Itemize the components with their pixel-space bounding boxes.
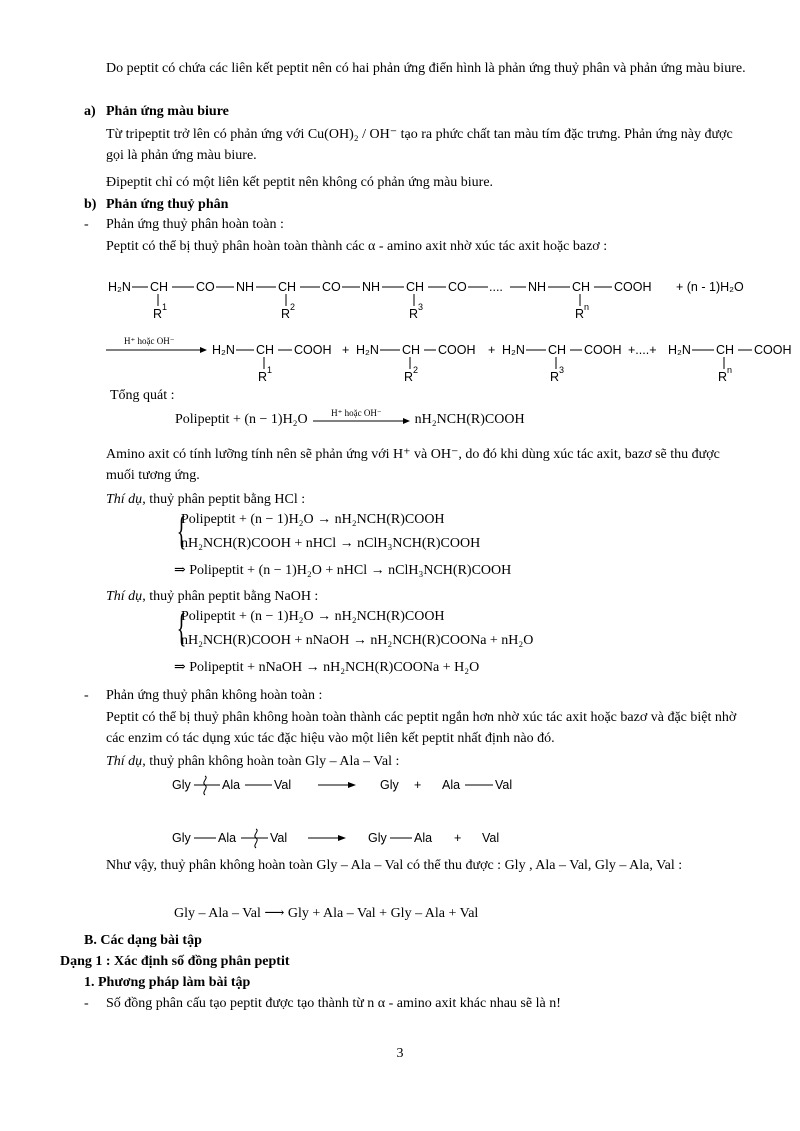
r-subscript: 2 [290, 302, 296, 312]
arrow-head-icon [348, 782, 356, 788]
co-text: CO [448, 280, 467, 294]
amphoteric-paragraph: Amino axit có tính lưỡng tính nên sẽ phản ứng với H⁺ và OH⁻, do đó khi dùng xúc tác axit, bazơ sẽ thu được muối tương ứng. [106, 447, 720, 483]
full-hydrolysis-desc: Peptit có thể bị thuỷ phân hoàn toàn thành các α - amino axit nhờ xúc tác axit hoặc bazơ : [106, 239, 608, 254]
polypeptide-structure [0, 270, 800, 330]
hcl-equation-1: Polipeptit + (n − 1)H₂O → nH₂NCH(R)COOH [181, 512, 445, 527]
example-text: , thuỷ phân peptit bằng NaOH : [142, 589, 319, 604]
nh-text: NH [236, 280, 255, 294]
example-label: Thí dụ [106, 492, 143, 507]
r-subscript: 1 [267, 365, 273, 375]
catalyst-label: H⁺ hoặc OH⁻ [124, 336, 175, 346]
val-text: Val [270, 831, 288, 845]
ch-text: CH [256, 343, 275, 357]
brace-icon: { [176, 508, 187, 553]
plus-dots-text: +....+ [628, 343, 657, 357]
ch-text: CH [572, 280, 591, 294]
r-group: R [409, 307, 419, 321]
val-text: Val [495, 778, 513, 792]
naoh-equation-1: Polipeptit + (n − 1)H₂O → nH₂NCH(R)COOH [181, 609, 445, 624]
intro-paragraph: Do peptit có chứa các liên kết peptit nên có hai phản ứng điển hình là phản ứng thuỷ phân và phản ứng màu biure. [106, 61, 746, 76]
cleavage-scheme-1 [0, 770, 800, 800]
page-number: 3 [396, 1046, 404, 1061]
r-subscript: 3 [559, 365, 565, 375]
ch-text: CH [150, 280, 169, 294]
ala-text: Ala [218, 831, 237, 845]
h2n-text: H₂N [212, 343, 235, 357]
r-group: R [258, 370, 268, 384]
general-equation [175, 408, 525, 432]
h2n-text: H₂N [356, 343, 379, 357]
method-item: Số đồng phân cấu tạo peptit được tạo thành từ n α - amino axit khác nhau sẽ là n! [106, 996, 561, 1011]
arrow-catalyst: H⁺ hoặc OH⁻ [331, 407, 382, 418]
section-B-heading: B. Các dạng bài tập [84, 933, 202, 948]
example-hcl [106, 489, 305, 510]
example-label: Thí dụ [106, 754, 143, 769]
example-partial [106, 751, 399, 772]
val-text: Val [274, 778, 292, 792]
val-text: Val [482, 831, 500, 845]
biuret-reagent: Cu(OH)₂ / OH⁻ [307, 127, 398, 142]
r-subscript: 2 [413, 365, 419, 375]
cleavage-scheme-2 [0, 823, 800, 853]
r-subscript: n [727, 365, 733, 375]
method-heading: 1. Phương pháp làm bài tập [84, 975, 251, 990]
ala-text: Ala [414, 831, 433, 845]
r-group: R [404, 370, 414, 384]
gly-text: Gly [368, 831, 387, 845]
water-text: + (n - 1)H₂O [676, 280, 744, 294]
ch-text: CH [716, 343, 735, 357]
co-text: CO [322, 280, 341, 294]
general-eq-right: nH₂NCH(R)COOH [414, 412, 525, 427]
nh-text: NH [362, 280, 381, 294]
reaction-arrow [311, 407, 411, 427]
biuret-text-pre: Từ tripeptit trở lên có phản ứng với [106, 127, 305, 142]
hydrolysis-products [0, 330, 800, 390]
cooh-text: COOH [754, 343, 792, 357]
brace-icon: { [176, 605, 187, 650]
ch-text: CH [402, 343, 421, 357]
naoh-equation-2: nH₂NCH(R)COOH + nNaOH → nH₂NCH(R)COONa + nH₂O [181, 633, 534, 648]
bullet-dash: - [84, 688, 89, 703]
section-b-title: Phản ứng thuỷ phân [106, 197, 229, 212]
partial-hydrolysis-desc: Peptit có thể bị thuỷ phân không hoàn toàn thành các peptit ngắn hơn nhờ xúc tác axit hoặc bazơ và đặc biệt nhờ các enzim có tác dụng xúc tác đặc hiệu vào một liên kết peptit nhất định nào đó. [106, 710, 737, 746]
naoh-summary: ⇒ Polipeptit + nNaOH → nH₂NCH(R)COONa + H₂O [174, 660, 480, 675]
plus-text: + [488, 343, 496, 357]
r-subscript: n [584, 302, 590, 312]
section-a-label: a) [84, 104, 96, 119]
example-text: , thuỷ phân peptit bằng HCl : [142, 492, 306, 507]
hcl-equation-2: nH₂NCH(R)COOH + nHCl → nClH₃NCH(R)COOH [181, 536, 481, 551]
r-group: R [281, 307, 291, 321]
dang-1-heading: Dạng 1 : Xác định số đồng phân peptit [60, 954, 290, 969]
r-group: R [550, 370, 560, 384]
ala-text: Ala [442, 778, 461, 792]
h2n-text: H₂N [502, 343, 525, 357]
ala-text: Ala [222, 778, 241, 792]
r-group: R [575, 307, 585, 321]
ch-text: CH [278, 280, 297, 294]
final-equation: Gly – Ala – Val ⟶ Gly + Ala – Val + Gly – Ala + Val [174, 906, 479, 921]
conclusion-paragraph: Như vậy, thuỷ phân không hoàn toàn Gly – Ala – Val có thể thu được : Gly , Ala – Val, Gly – Ala, Val : [106, 858, 683, 873]
general-label: Tổng quát : [110, 388, 175, 403]
co-text: CO [196, 280, 215, 294]
full-hydrolysis-heading: Phản ứng thuỷ phân hoàn toàn : [106, 217, 284, 232]
gly-text: Gly [172, 831, 191, 845]
plus-text: + [454, 831, 462, 845]
example-label: Thí dụ [106, 589, 143, 604]
biuret-paragraph [106, 124, 746, 166]
cooh-text: COOH [294, 343, 332, 357]
bullet-dash: - [84, 217, 89, 232]
arrow-head-icon [338, 835, 346, 841]
partial-hydrolysis-heading: Phản ứng thuỷ phân không hoàn toàn : [106, 688, 323, 703]
plus-text: + [414, 778, 422, 792]
h2n-text: H₂N [108, 280, 131, 294]
section-b-label: b) [84, 197, 97, 212]
section-a-title: Phản ứng màu biure [106, 104, 229, 119]
r-subscript: 1 [162, 302, 168, 312]
gly-text: Gly [172, 778, 191, 792]
r-group: R [153, 307, 163, 321]
r-group: R [718, 370, 728, 384]
dots-text: .... [489, 280, 503, 294]
dipeptide-note: Đipeptit chỉ có một liên kết peptit nên không có phản ứng màu biure. [106, 175, 494, 190]
cooh-text: COOH [584, 343, 622, 357]
ch-text: CH [406, 280, 425, 294]
gly-text: Gly [380, 778, 399, 792]
plus-text: + [342, 343, 350, 357]
example-text: , thuỷ phân không hoàn toàn Gly – Ala – Val : [142, 754, 400, 769]
cooh-text: COOH [614, 280, 652, 294]
general-eq-left: Polipeptit + (n − 1)H₂O [175, 412, 308, 427]
cooh-text: COOH [438, 343, 476, 357]
hcl-summary: ⇒ Polipeptit + (n − 1)H₂O + nHCl → nClH₃NCH(R)COOH [174, 563, 512, 578]
biuret-text-post: tạo ra phức chất tan màu tím đặc trưng. Phản ứng này được gọi là phản ứng màu biure. [106, 127, 733, 163]
example-naoh [106, 586, 318, 607]
ch-text: CH [548, 343, 567, 357]
h2n-text: H₂N [668, 343, 691, 357]
nh-text: NH [528, 280, 547, 294]
bullet-dash: - [84, 996, 89, 1011]
r-subscript: 3 [418, 302, 424, 312]
arrow-icon [311, 413, 411, 427]
